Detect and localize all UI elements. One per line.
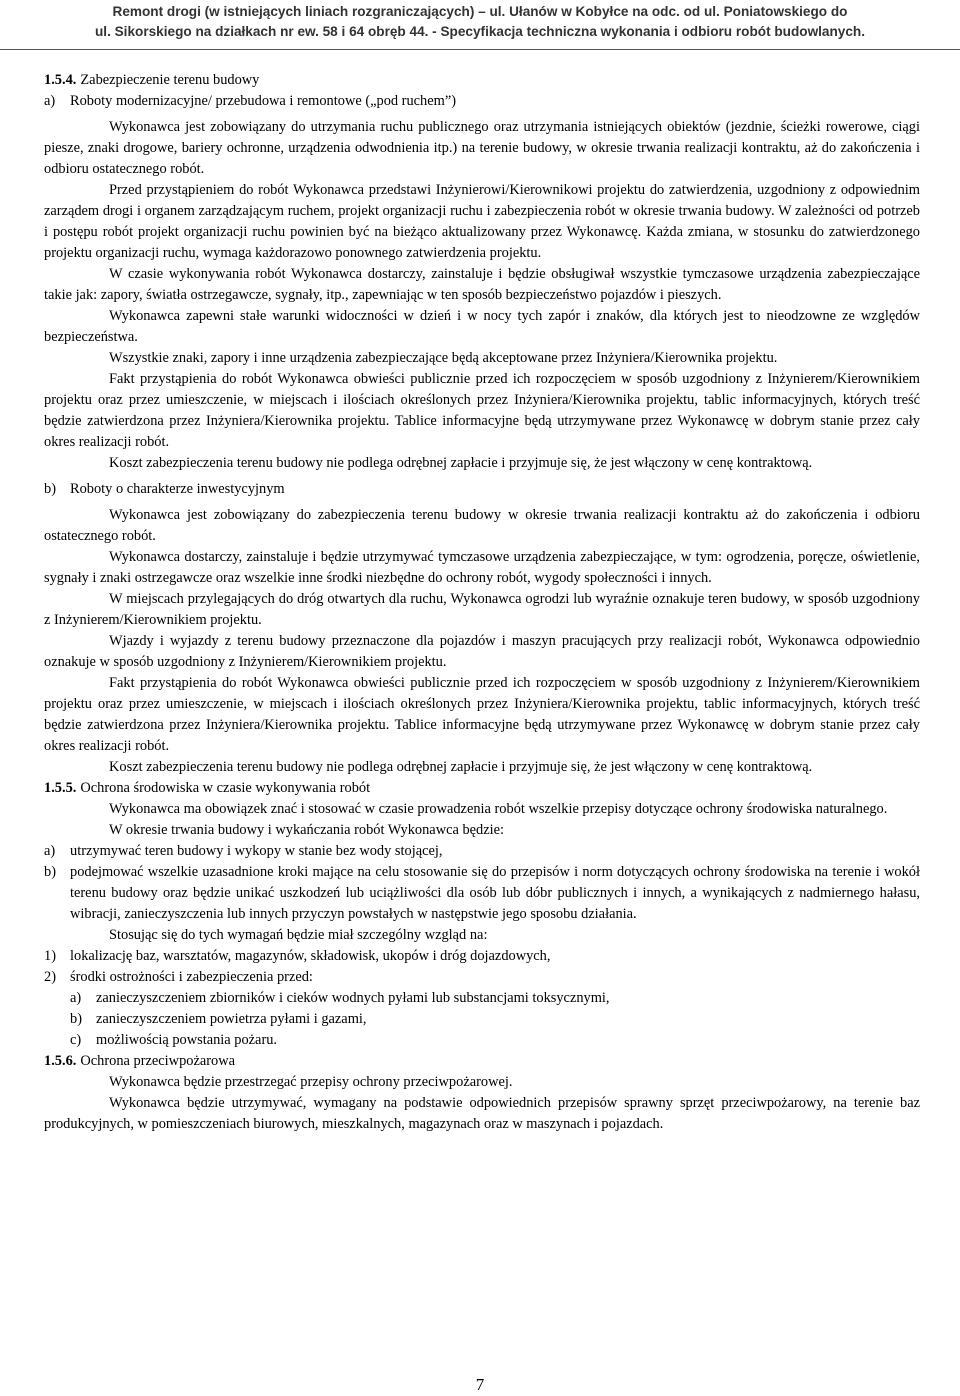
paragraph: Wykonawca będzie utrzymywać, wymagany na podstawie odpowiednich przepisów sprawny sprzęt przeciwpożarowy, na terenie baz produkcyjnych, w pomieszczeniach biurowych, mieszkalnych, magazynach oraz w maszynach i pojazdach. <box>44 1095 920 1132</box>
section-title: Ochrona środowiska w czasie wykonywania robót <box>80 780 371 796</box>
subsection-title: Roboty modernizacyjne/ przebudowa i remontowe („pod ruchem”) <box>70 93 457 109</box>
paragraph: Wszystkie znaki, zapory i inne urządzenia zabezpieczające będą akceptowane przez Inżyniera/Kierownika projektu. <box>109 350 778 366</box>
list-text: zanieczyszczeniem powietrza pyłami i gazami, <box>96 1011 367 1027</box>
list-label: b) <box>44 864 56 880</box>
paragraph: Wykonawca jest zobowiązany do utrzymania ruchu publicznego oraz utrzymania istniejących obiektów (jezdnie, ścieżki rowerowe, ciągi piesze, znaki drogowe, bariery ochronne, urządzenia odwodnienia itp.) na terenie budowy, w okresie trwania realizacji kontraktu, aż do zakończenia i odbioru ostatecznego robót. <box>44 119 920 177</box>
paragraph: Stosując się do tych wymagań będzie miał szczególny wzgląd na: <box>109 927 488 943</box>
list-text: zanieczyszczeniem zbiorników i cieków wodnych pyłami lub substancjami toksycznymi, <box>96 990 610 1006</box>
sub-list-item <box>44 1030 920 1051</box>
subsection-title: Roboty o charakterze inwestycyjnym <box>70 481 285 497</box>
list-label: a) <box>44 843 56 859</box>
list-item <box>44 946 920 967</box>
paragraph: W okresie trwania budowy i wykańczania robót Wykonawca będzie: <box>109 822 505 838</box>
list-text: możliwością powstania pożaru. <box>96 1032 278 1048</box>
paragraph: Fakt przystąpienia do robót Wykonawca obwieści publicznie przed ich rozpoczęciem w sposób uzgodniony z Inżynierem/Kierownikiem projektu oraz przez umieszczenie, w miejscach i ilościach określonych przez Inżyniera/Kierownika projektu, tablic informacyjnych, których treść będzie zatwierdzona przez Inżyniera/Kierownika projektu. Tablice informacyjne będą utrzymywane przez Wykonawcę w dobrym stanie przez cały okres realizacji robót. <box>44 675 920 754</box>
paragraph: W czasie wykonywania robót Wykonawca dostarczy, zainstaluje i będzie obsługiwał wszystkie tymczasowe urządzenia zabezpieczające takie jak: zapory, światła ostrzegawcze, sygnały, itp., zapewniając w ten sposób bezpieczeństwo pojazdów i pieszych. <box>44 266 920 303</box>
section-title: Ochrona przeciwpożarowa <box>80 1053 236 1069</box>
subsection-a-heading <box>44 91 920 112</box>
paragraph: Koszt zabezpieczenia terenu budowy nie podlega odrębnej zapłacie i przyjmuje się, że jest włączony w cenę kontraktową. <box>109 455 813 471</box>
list-item <box>44 967 920 988</box>
header-line-2: ul. Sikorskiego na działkach nr ew. 58 i 64 obręb 44. - Specyfikacja techniczna wykonania i odbioru robót budowlanych. <box>94 24 865 39</box>
list-label: a) <box>44 93 56 109</box>
paragraph: W miejscach przylegających do dróg otwartych dla ruchu, Wykonawca ogrodzi lub wyraźnie oznakuje teren budowy, w sposób uzgodniony z Inżynierem/Kierownikiem projektu. <box>44 591 920 628</box>
sub-list-item <box>44 1009 920 1030</box>
list-label: a) <box>70 990 82 1006</box>
section-number: 1.5.6. <box>44 1053 77 1069</box>
list-label: c) <box>70 1032 82 1048</box>
paragraph: Wjazdy i wyjazdy z terenu budowy przeznaczone dla pojazdów i maszyn pracujących przy realizacji robót, Wykonawca odpowiednio oznakuje w sposób uzgodniony z Inżynierem/Kierownikiem projektu. <box>44 633 920 670</box>
paragraph: Fakt przystąpienia do robót Wykonawca obwieści publicznie przed ich rozpoczęciem w sposób uzgodniony z Inżynierem/Kierownikiem projektu oraz przez umieszczenie, w miejscach i ilościach określonych przez Inżyniera/Kierownika projektu, tablic informacyjnych, których treść będzie zatwierdzona przez Inżyniera/Kierownika projektu. Tablice informacyjne będą utrzymywane przez Wykonawcę w dobrym stanie przez cały okres realizacji robót. <box>44 371 920 450</box>
paragraph: Wykonawca będzie przestrzegać przepisy ochrony przeciwpożarowej. <box>109 1074 513 1090</box>
list-label: b) <box>44 481 56 497</box>
section-number: 1.5.4. <box>44 72 77 88</box>
sub-list-item <box>44 988 920 1009</box>
section-heading-1-5-4 <box>44 70 920 91</box>
paragraph: Wykonawca dostarczy, zainstaluje i będzie utrzymywać tymczasowe urządzenia zabezpieczające, w tym: ogrodzenia, poręcze, oświetlenie, sygnały i znaki ostrzegawcze oraz wszelkie inne środki niezbędne do ochrony robót, wygody społeczności i innych. <box>44 549 920 586</box>
list-item <box>44 862 920 925</box>
section-heading-1-5-6 <box>44 1051 920 1072</box>
paragraph: Wykonawca jest zobowiązany do zabezpieczenia terenu budowy w okresie trwania realizacji kontraktu aż do zakończenia i odbioru ostatecznego robót. <box>44 507 920 544</box>
list-text: podejmować wszelkie uzasadnione kroki mające na celu stosowanie się do przepisów i norm dotyczących ochrony środowiska na terenie i wokół terenu budowy oraz będzie unikać uszkodzeń lub uciążliwości dla osób lub dóbr publicznych i innych, a wynikających z nadmiernego hałasu, wibracji, zanieczyszczenia lub innych przyczyn powstałych w następstwie jego sposobu działania. <box>70 864 920 922</box>
list-label: 1) <box>44 948 56 964</box>
header-line-1: Remont drogi (w istniejących liniach rozgraniczających) – ul. Ułanów w Kobyłce na odc. od ul. Poniatowskiego do <box>112 4 848 19</box>
list-text: lokalizację baz, warsztatów, magazynów, składowisk, ukopów i dróg dojazdowych, <box>70 948 551 964</box>
document-body <box>44 70 920 1135</box>
section-number: 1.5.5. <box>44 780 77 796</box>
list-item <box>44 841 920 862</box>
section-title: Zabezpieczenie terenu budowy <box>80 72 260 88</box>
subsection-b-heading <box>44 479 920 500</box>
list-text: środki ostrożności i zabezpieczenia przed: <box>70 969 313 985</box>
page-header <box>0 0 960 50</box>
list-label: 2) <box>44 969 56 985</box>
section-heading-1-5-5 <box>44 778 920 799</box>
paragraph: Wykonawca ma obowiązek znać i stosować w czasie prowadzenia robót wszelkie przepisy dotyczące ochrony środowiska naturalnego. <box>109 801 888 817</box>
list-text: utrzymywać teren budowy i wykopy w stanie bez wody stojącej, <box>70 843 443 859</box>
paragraph: Wykonawca zapewni stałe warunki widoczności w dzień i w nocy tych zapór i znaków, dla których jest to nieodzowne ze względów bezpieczeństwa. <box>44 308 920 345</box>
page-number: 7 <box>475 1375 485 1394</box>
list-label: b) <box>70 1011 82 1027</box>
paragraph: Koszt zabezpieczenia terenu budowy nie podlega odrębnej zapłacie i przyjmuje się, że jest włączony w cenę kontraktową. <box>109 759 813 775</box>
paragraph: Przed przystąpieniem do robót Wykonawca przedstawi Inżynierowi/Kierownikowi projektu do zatwierdzenia, uzgodniony z odpowiednim zarządem drogi i organem zarządzającym ruchem, projekt organizacji ruchu i zabezpieczenia robót w okresie trwania budowy. W zależności od potrzeb i postępu robót projekt organizacji ruchu powinien być na bieżąco aktualizowany przez Wykonawcę. Każda zmiana, w stosunku do zatwierdzonego projektu organizacji ruchu, wymaga każdorazowo ponownego zatwierdzenia projektu. <box>44 182 920 261</box>
